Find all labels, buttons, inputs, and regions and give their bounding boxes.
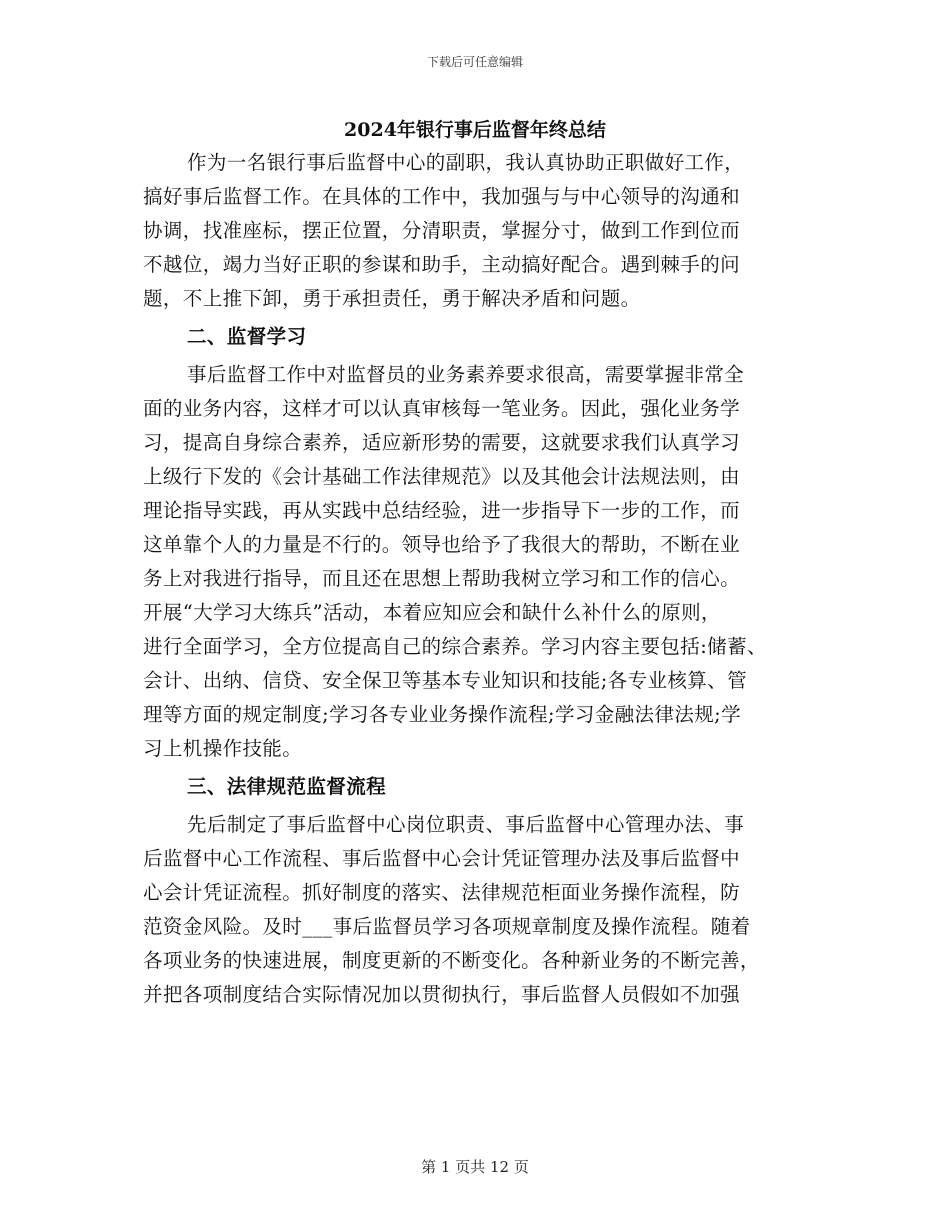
paragraph-line: 先后制定了事后监督中心岗位职责、事后监督中心管理办法、事 [187,813,745,836]
paragraph-line: 心会计凭证流程。抓好制度的落实、法律规范柜面业务操作流程，防 [143,881,741,904]
paragraph-line: 习上机操作技能。 [143,737,303,760]
section-heading-supervision-study: 二、监督学习 [187,325,307,348]
paragraph-line: 不越位，竭力当好正职的参谋和助手，主动搞好配合。遇到棘手的问 [143,253,741,276]
paragraph-line: 并把各项制度结合实际情况加以贯彻执行，事后监督人员假如不加强 [143,983,741,1006]
page-title: 2024年银行事后监督年终总结 [344,119,606,141]
section-heading-legal-process: 三、法律规范监督流程 [187,775,387,798]
intro-paragraph [143,146,823,316]
paragraph-line: 范资金风险。及时___事后监督员学习各项规章制度及操作流程。随着 [143,915,751,938]
paragraph-line: 务上对我进行指导，而且还在思想上帮助我树立学习和工作的信心。 [143,567,741,590]
paragraph-line: 各项业务的快速进展，制度更新的不断变化。各种新业务的不断完善， [143,949,760,972]
paragraph-line: 后监督中心工作流程、事后监督中心会计凭证管理办法及事后监督中 [143,847,741,870]
paragraph-line: 习，提高自身综合素养，适应新形势的需要，这就要求我们认真学习 [143,431,741,454]
paragraph-line: 面的业务内容，这样才可以认真审核每一笔业务。因此，强化业务学 [143,397,741,420]
paragraph-line: 作为一名银行事后监督中心的副职，我认真协助正职做好工作， [187,151,745,174]
paragraph-line: 进行全面学习，全方位提高自己的综合素养。学习内容主要包括:储蓄、 [143,635,767,658]
page-number: 第 1 页共 12 页 [421,1158,529,1176]
paragraph-line: 开展“大学习大练兵”活动，本着应知应会和缺什么补什么的原则， [143,601,721,624]
supervision-study-paragraph [143,358,823,766]
paragraph-line: 上级行下发的《会计基础工作法律规范》以及其他会计法规法则，由 [143,465,741,488]
paragraph-line: 协调，找准座标，摆正位置，分清职责，掌握分寸，做到工作到位而 [143,219,741,242]
paragraph-line: 这单靠个人的力量是不行的。领导也给予了我很大的帮助，不断在业 [143,533,741,556]
paragraph-line: 搞好事后监督工作。在具体的工作中，我加强与与中心领导的沟通和 [143,185,741,208]
legal-process-paragraph [143,808,823,1012]
paragraph-line: 会计、出纳、信贷、安全保卫等基本专业知识和技能;各专业核算、管 [143,669,747,692]
header-note: 下载后可任意编辑 [426,55,523,69]
document-body [143,146,823,1012]
paragraph-line: 理论指导实践，再从实践中总结经验，进一步指导下一步的工作，而 [143,499,741,522]
paragraph-line: 理等方面的规定制度;学习各专业业务操作流程;学习金融法律法规;学 [143,703,742,726]
paragraph-line: 题，不上推下卸，勇于承担责任，勇于解决矛盾和问题。 [143,287,641,310]
paragraph-line: 事后监督工作中对监督员的业务素养要求很高，需要掌握非常全 [187,363,745,386]
